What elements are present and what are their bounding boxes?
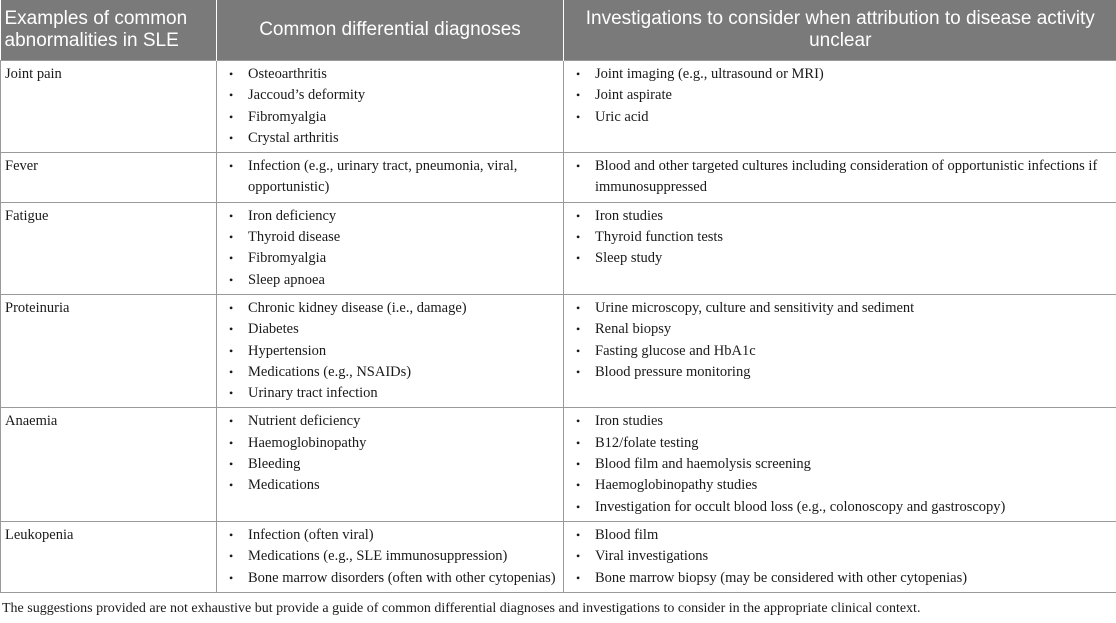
differential-item: • Infection (e.g., urinary tract, pneumonia, viral, opportunistic) bbox=[217, 156, 559, 199]
investigations-cell bbox=[564, 521, 1116, 592]
differentials-cell bbox=[217, 61, 564, 153]
differentials-list bbox=[217, 408, 563, 499]
investigations-cell bbox=[564, 294, 1116, 407]
differential-item: • Bone marrow disorders (often with other cytopenias) bbox=[217, 568, 559, 589]
differential-item: • Fibromyalgia bbox=[217, 248, 559, 269]
investigations-cell bbox=[564, 153, 1116, 203]
investigation-item: • Viral investigations bbox=[564, 546, 1112, 567]
differential-item: • Crystal arthritis bbox=[217, 128, 559, 149]
investigation-item: • Blood pressure monitoring bbox=[564, 362, 1112, 383]
abnormality-cell: Proteinuria bbox=[1, 294, 217, 407]
header-differentials: Common differential diagnoses bbox=[217, 0, 564, 61]
table-row bbox=[1, 202, 1116, 294]
investigation-item: • Investigation for occult blood loss (e.g., colonoscopy and gastroscopy) bbox=[564, 497, 1112, 518]
differential-item: • Chronic kidney disease (i.e., damage) bbox=[217, 298, 559, 319]
investigation-item: • Blood and other targeted cultures including consideration of opportunistic infections if immunosuppressed bbox=[564, 156, 1112, 199]
differential-item: • Jaccoud’s deformity bbox=[217, 85, 559, 106]
abnormality-cell: Anaemia bbox=[1, 408, 217, 521]
investigation-item: • Haemoglobinopathy studies bbox=[564, 475, 1112, 496]
investigation-item: • Blood film bbox=[564, 525, 1112, 546]
differential-item: • Iron deficiency bbox=[217, 206, 559, 227]
differential-item: • Medications bbox=[217, 475, 559, 496]
abnormality-cell: Fatigue bbox=[1, 202, 217, 294]
differential-item: • Nutrient deficiency bbox=[217, 411, 559, 432]
differentials-cell bbox=[217, 521, 564, 592]
investigation-item: • Iron studies bbox=[564, 411, 1112, 432]
investigation-item: • B12/folate testing bbox=[564, 433, 1112, 454]
differential-item: • Medications (e.g., NSAIDs) bbox=[217, 362, 559, 383]
differentials-list bbox=[217, 153, 563, 202]
header-investigations: Investigations to consider when attribution to disease activity unclear bbox=[564, 0, 1116, 61]
investigations-list bbox=[564, 295, 1116, 386]
table-row bbox=[1, 61, 1116, 153]
investigation-item: • Renal biopsy bbox=[564, 319, 1112, 340]
investigation-item: • Joint imaging (e.g., ultrasound or MRI) bbox=[564, 64, 1112, 85]
differential-item: • Haemoglobinopathy bbox=[217, 433, 559, 454]
investigation-item: • Urine microscopy, culture and sensitivity and sediment bbox=[564, 298, 1112, 319]
differentials-list bbox=[217, 203, 563, 294]
investigations-list bbox=[564, 203, 1116, 273]
table-header-row bbox=[1, 0, 1116, 61]
differentials-cell bbox=[217, 202, 564, 294]
table-body bbox=[1, 61, 1116, 593]
differential-item: • Medications (e.g., SLE immunosuppression) bbox=[217, 546, 559, 567]
investigation-item: • Fasting glucose and HbA1c bbox=[564, 341, 1112, 362]
investigations-cell bbox=[564, 202, 1116, 294]
differentials-list bbox=[217, 61, 563, 152]
differential-item: • Infection (often viral) bbox=[217, 525, 559, 546]
table-footnote: The suggestions provided are not exhaustive but provide a guide of common differential diagnoses and investigations to consider in the appropriate clinical context. bbox=[2, 601, 921, 616]
investigation-item: • Bone marrow biopsy (may be considered with other cytopenias) bbox=[564, 568, 1112, 589]
table-row bbox=[1, 153, 1116, 203]
investigation-item: • Iron studies bbox=[564, 206, 1112, 227]
differential-item: • Sleep apnoea bbox=[217, 270, 559, 291]
differentials-list bbox=[217, 522, 563, 592]
investigations-cell bbox=[564, 408, 1116, 521]
investigations-list bbox=[564, 408, 1116, 520]
differentials-list bbox=[217, 295, 563, 407]
differential-item: • Hypertension bbox=[217, 341, 559, 362]
differential-item: • Urinary tract infection bbox=[217, 383, 559, 404]
investigation-item: • Blood film and haemolysis screening bbox=[564, 454, 1112, 475]
investigations-list bbox=[564, 522, 1116, 592]
differential-item: • Bleeding bbox=[217, 454, 559, 475]
investigation-item: • Uric acid bbox=[564, 107, 1112, 128]
differential-item: • Osteoarthritis bbox=[217, 64, 559, 85]
table-row bbox=[1, 408, 1116, 521]
investigation-item: • Joint aspirate bbox=[564, 85, 1112, 106]
differential-item: • Fibromyalgia bbox=[217, 107, 559, 128]
abnormality-cell: Fever bbox=[1, 153, 217, 203]
differential-item: • Thyroid disease bbox=[217, 227, 559, 248]
abnormality-cell: Leukopenia bbox=[1, 521, 217, 592]
table-row bbox=[1, 294, 1116, 407]
differentials-cell bbox=[217, 408, 564, 521]
investigations-list bbox=[564, 153, 1116, 202]
investigations-list bbox=[564, 61, 1116, 131]
differentials-cell bbox=[217, 153, 564, 203]
investigation-item: • Thyroid function tests bbox=[564, 227, 1112, 248]
abnormality-cell: Joint pain bbox=[1, 61, 217, 153]
investigations-cell bbox=[564, 61, 1116, 153]
header-abnormalities: Examples of common abnormalities in SLE bbox=[1, 0, 217, 61]
differential-item: • Diabetes bbox=[217, 319, 559, 340]
table-row bbox=[1, 521, 1116, 592]
investigation-item: • Sleep study bbox=[564, 248, 1112, 269]
differentials-cell bbox=[217, 294, 564, 407]
